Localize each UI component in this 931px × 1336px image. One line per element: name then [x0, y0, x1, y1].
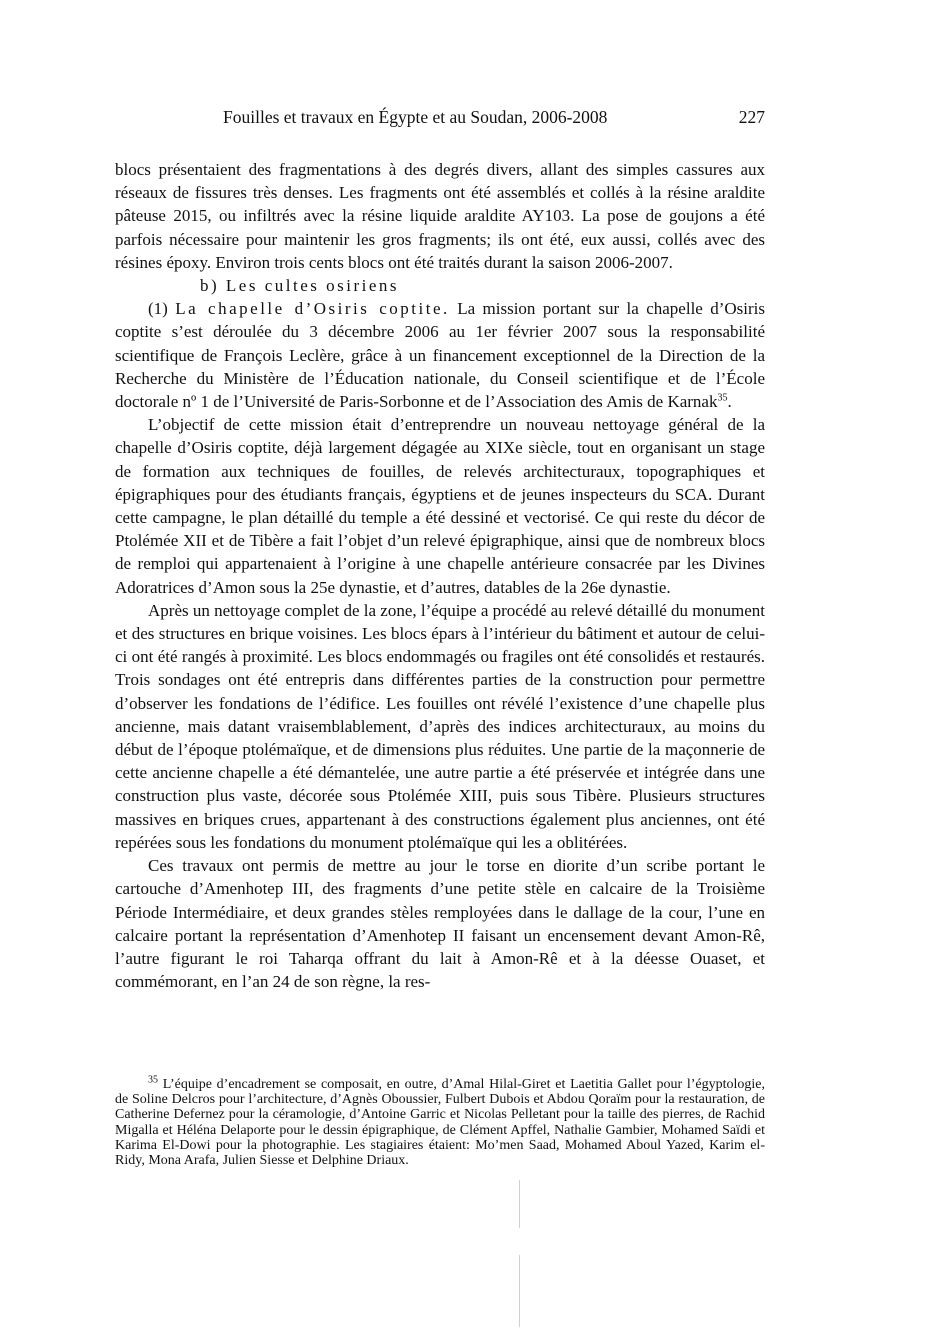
page-number: 227	[738, 107, 765, 127]
running-title: Fouilles et travaux en Égypte et au Soudan, 2006-2008	[223, 107, 608, 127]
paragraph-objectif: L’objectif de cette mission était d’entreprendre un nouveau nettoyage général de la chapelle d’Osiris coptite, déjà largement dégagée au XIXe siècle, tout en organisant un stage de formation aux techniques de fouilles, de relevés architecturaux, topographiques et épigraphiques pour des étudiants français, égyptiens et de jeunes inspecteurs du SCA. Durant cette campagne, le plan détaillé du temple a été dessiné et vectorisé. Ce qui reste du décor de Ptolémée XII et de Tibère a fait l’objet d’un relevé épigraphique, ainsi que de nombreux blocs de remploi qui appartenaient à l’origine à une chapelle antérieure consacrée par les Divines Adoratrices d’Amon sous la 25e dynastie, et d’autres, datables de la 26e dynastie.	[115, 415, 765, 597]
paragraph-mission-end: .	[727, 392, 732, 412]
subsection-number: (1)	[148, 299, 168, 319]
paragraph-mission	[115, 297, 765, 413]
paragraph-nettoyage: Après un nettoyage complet de la zone, l’équipe a procédé au relevé détaillé du monument et des structures en brique voisines. Les blocs épars à l’intérieur du bâtiment et autour de celui-ci ont été rangés à proximité. Les blocs endommagés ou fragiles ont été consolidés et restaurés. Trois sondages ont été entrepris dans différentes parties de la construction pour permettre d’observer les fondations de l’édifice. Les fouilles ont révélé l’existence d’une chapelle plus ancienne, mais datant vraisemblablement, d’après des indices architecturaux, au moins du début de l’époque ptolémaïque, et de dimensions plus réduites. Une partie de la maçonnerie de cette ancienne chapelle a été démantelée, une autre partie a été préservée et intégrée dans une construction plus vaste, décorée sous Ptolémée XIII, puis sous Tibère. Plusieurs structures massives en briques crues, appartenant à des constructions également plus anciennes, ont été repérées sous les fondations du monument ptolémaïque qui les a oblitérées.	[115, 600, 765, 852]
footnote-text: L’équipe d’encadrement se composait, en outre, d’Amal Hilal-Giret et Laetitia Gallet pour l’égyptologie, de Soline Delcros pour l’architecture, d’Agnès Oboussier, Fulbert Dubois et Abdou Qoraïm pour la restauration, de Catherine Defernez pour la céramologie, d’Antoine Garric et Nicolas Pelletant pour la taille des pierres, de Rachid Migalla et Héléna Delaporte pour le dessin épigraphique, de Clément Apffel, Nathalie Gambier, Mohamed Saïdi et Karima El-Dowi pour la photographie. Les stagiaires étaient: Mo’men Saad, Mohamed Aboul Yazed, Karim el-Ridy, Mona Arafa, Julien Siesse et Delphine Driaux.	[115, 1077, 765, 1169]
running-header	[115, 107, 765, 131]
footnote-35	[115, 1074, 765, 1169]
footnote-reference[interactable]: 35	[717, 392, 728, 404]
footnote	[115, 1074, 765, 1169]
paragraph-travaux: Ces travaux ont permis de mettre au jour le torse en diorite d’un scribe portant le cartouche d’Amenhotep III, des fragments d’une petite stèle en calcaire de la Troisième Période Intermédiaire, et deux grandes stèles remployées dans le dallage de la cour, l’une en calcaire portant la représentation d’Amenhotep II faisant un encensement devant Amon-Rê, l’autre figurant le roi Taharqa offrant du lait à Amon-Rê et à la déesse Ouaset, et commémorant, en l’an 24 de son règne, la res-	[115, 856, 765, 992]
main-text	[115, 158, 765, 993]
scan-artifact-line	[519, 1255, 520, 1327]
scan-artifact-line	[519, 1180, 520, 1228]
paragraph-consolidation: blocs présentaient des fragmentations à des degrés divers, allant des simples cassures aux réseaux de fissures très denses. Les fragments ont été assemblés et collés à la résine araldite pâteuse 2015, ou infiltrés avec la résine liquide araldite AY103. La pose de goujons a été parfois nécessaire pour maintenir les gros fragments; ils ont été, eux aussi, collés avec des résines époxy. Environ trois cents blocs ont été traités durant la saison 2006-2007.	[115, 160, 765, 272]
subsection-title: La chapelle d’Osiris coptite.	[175, 299, 450, 319]
section-heading-cultes-osiriens: b) Les cultes osiriens	[200, 276, 399, 296]
paragraph-mission-text: La mission portant sur la chapelle d’Osiris coptite s’est déroulée du 3 décembre 2006 au 1er février 2007 sous la responsabilité scientifique de François Leclère, grâce à un financement exceptionnel de la Direction de la Recherche du Ministère de l’Éducation nationale, du Conseil scientifique et de l’École doctorale nº 1 de l’Université de Paris-Sorbonne et de l’Association des Amis de Karnak	[115, 299, 766, 412]
footnote-number: 35	[148, 1074, 158, 1086]
